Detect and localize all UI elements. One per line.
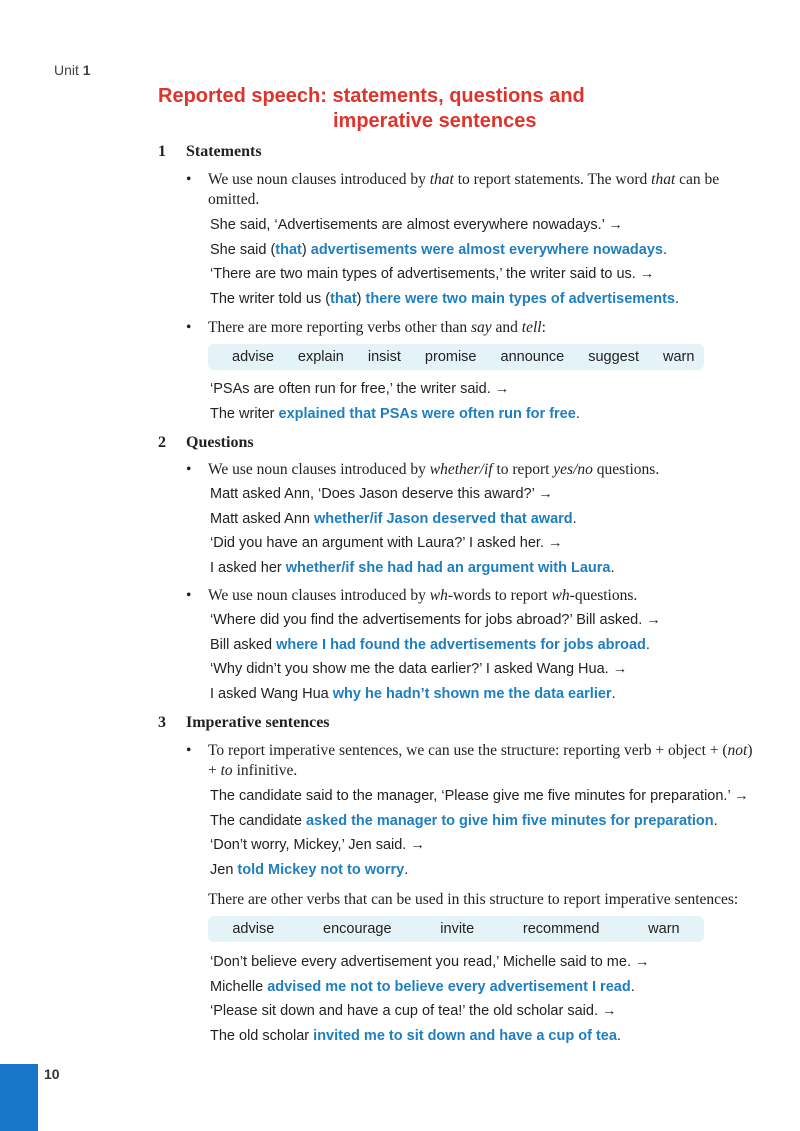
title-line-1: Reported speech: statements, questions and (158, 85, 585, 107)
example-direct: ‘Where did you find the advertisements for jobs abroad?’ Bill asked. → (210, 612, 661, 628)
reporting-verbs-box (208, 344, 704, 370)
verb-chip: advise (232, 349, 274, 365)
page-title (158, 84, 598, 134)
example-reported: The old scholar invited me to sit down and have a cup of tea. (210, 1027, 621, 1044)
verb-chip: invite (440, 921, 475, 937)
verb-chip: suggest (588, 349, 639, 365)
example-reported: Bill asked where I had found the advertisements for jobs abroad. (210, 636, 650, 653)
example-direct: ‘Please sit down and have a cup of tea!’ the old scholar said. → (210, 1003, 617, 1019)
grammar-content (158, 140, 758, 1048)
unit-label: Unit 1 (54, 62, 91, 78)
verb-chip: encourage (323, 921, 392, 937)
example-direct: ‘Don’t believe every advertisement you read,’ Michelle said to me. → (210, 954, 650, 970)
example-direct: ‘PSAs are often run for free,’ the writer said. → (210, 381, 510, 397)
imperative-verbs-box (208, 916, 704, 942)
page-number: 10 (44, 1066, 60, 1082)
rule-text: • To report imperative sentences, we can use the structure: reporting verb + object + (not) + to infinitive. (186, 742, 753, 779)
example-direct: She said, ‘Advertisements are almost everywhere nowadays.’ → (210, 217, 623, 233)
example-direct: ‘Did you have an argument with Laura?’ I asked her. → (210, 535, 563, 551)
example-reported: I asked her whether/if she had had an argument with Laura. (210, 559, 615, 576)
rule-text: • There are more reporting verbs other than say and tell: (186, 319, 546, 336)
example-reported: The candidate asked the manager to give him five minutes for preparation. (210, 812, 718, 829)
example-direct: ‘There are two main types of advertisements,’ the writer said to us. → (210, 266, 655, 282)
example-direct: Matt asked Ann, ‘Does Jason deserve this award?’ → (210, 486, 553, 502)
example-direct: ‘Why didn’t you show me the data earlier?’ I asked Wang Hua. → (210, 661, 628, 677)
verb-chip: announce (500, 349, 565, 365)
example-reported: She said (that) advertisements were almost everywhere nowadays. (210, 241, 667, 258)
verb-chip: insist (367, 349, 401, 365)
example-reported: Matt asked Ann whether/if Jason deserved that award. (210, 510, 577, 527)
rule-text: There are other verbs that can be used in this structure to report imperative sentences: (208, 891, 739, 908)
verb-chip: explain (297, 349, 344, 365)
rule-text: • We use noun clauses introduced by wh-words to report wh-questions. (186, 587, 638, 604)
rule-text: • We use noun clauses introduced by that to report statements. The word that can be omitted. (186, 171, 720, 208)
example-reported: The writer told us (that) there were two main types of advertisements. (210, 290, 679, 307)
verb-chip: recommend (522, 921, 600, 937)
rule-text: • We use noun clauses introduced by whether/if to report yes/no questions. (186, 461, 660, 478)
example-direct: ‘Don’t worry, Mickey,’ Jen said. → (210, 837, 425, 853)
section-heading-statements: 1 Statements (158, 143, 262, 160)
example-direct: The candidate said to the manager, ‘Please give me five minutes for preparation.’ → (210, 788, 749, 804)
title-line-2: imperative sentences (333, 110, 537, 132)
example-reported: Michelle advised me not to believe every advertisement I read. (210, 978, 635, 995)
verb-chip: promise (424, 349, 477, 365)
verb-chip: advise (232, 921, 275, 937)
verb-chip: warn (663, 349, 695, 365)
section-heading-imperatives: 3 Imperative sentences (158, 714, 330, 731)
example-reported: Jen told Mickey not to worry. (210, 861, 409, 878)
example-reported: I asked Wang Hua why he hadn’t shown me the data earlier. (210, 685, 616, 702)
section-heading-questions: 2 Questions (158, 434, 254, 451)
verb-chip: warn (648, 921, 680, 937)
example-reported: The writer explained that PSAs were often run for free. (210, 405, 580, 422)
page-tab (0, 1064, 38, 1131)
